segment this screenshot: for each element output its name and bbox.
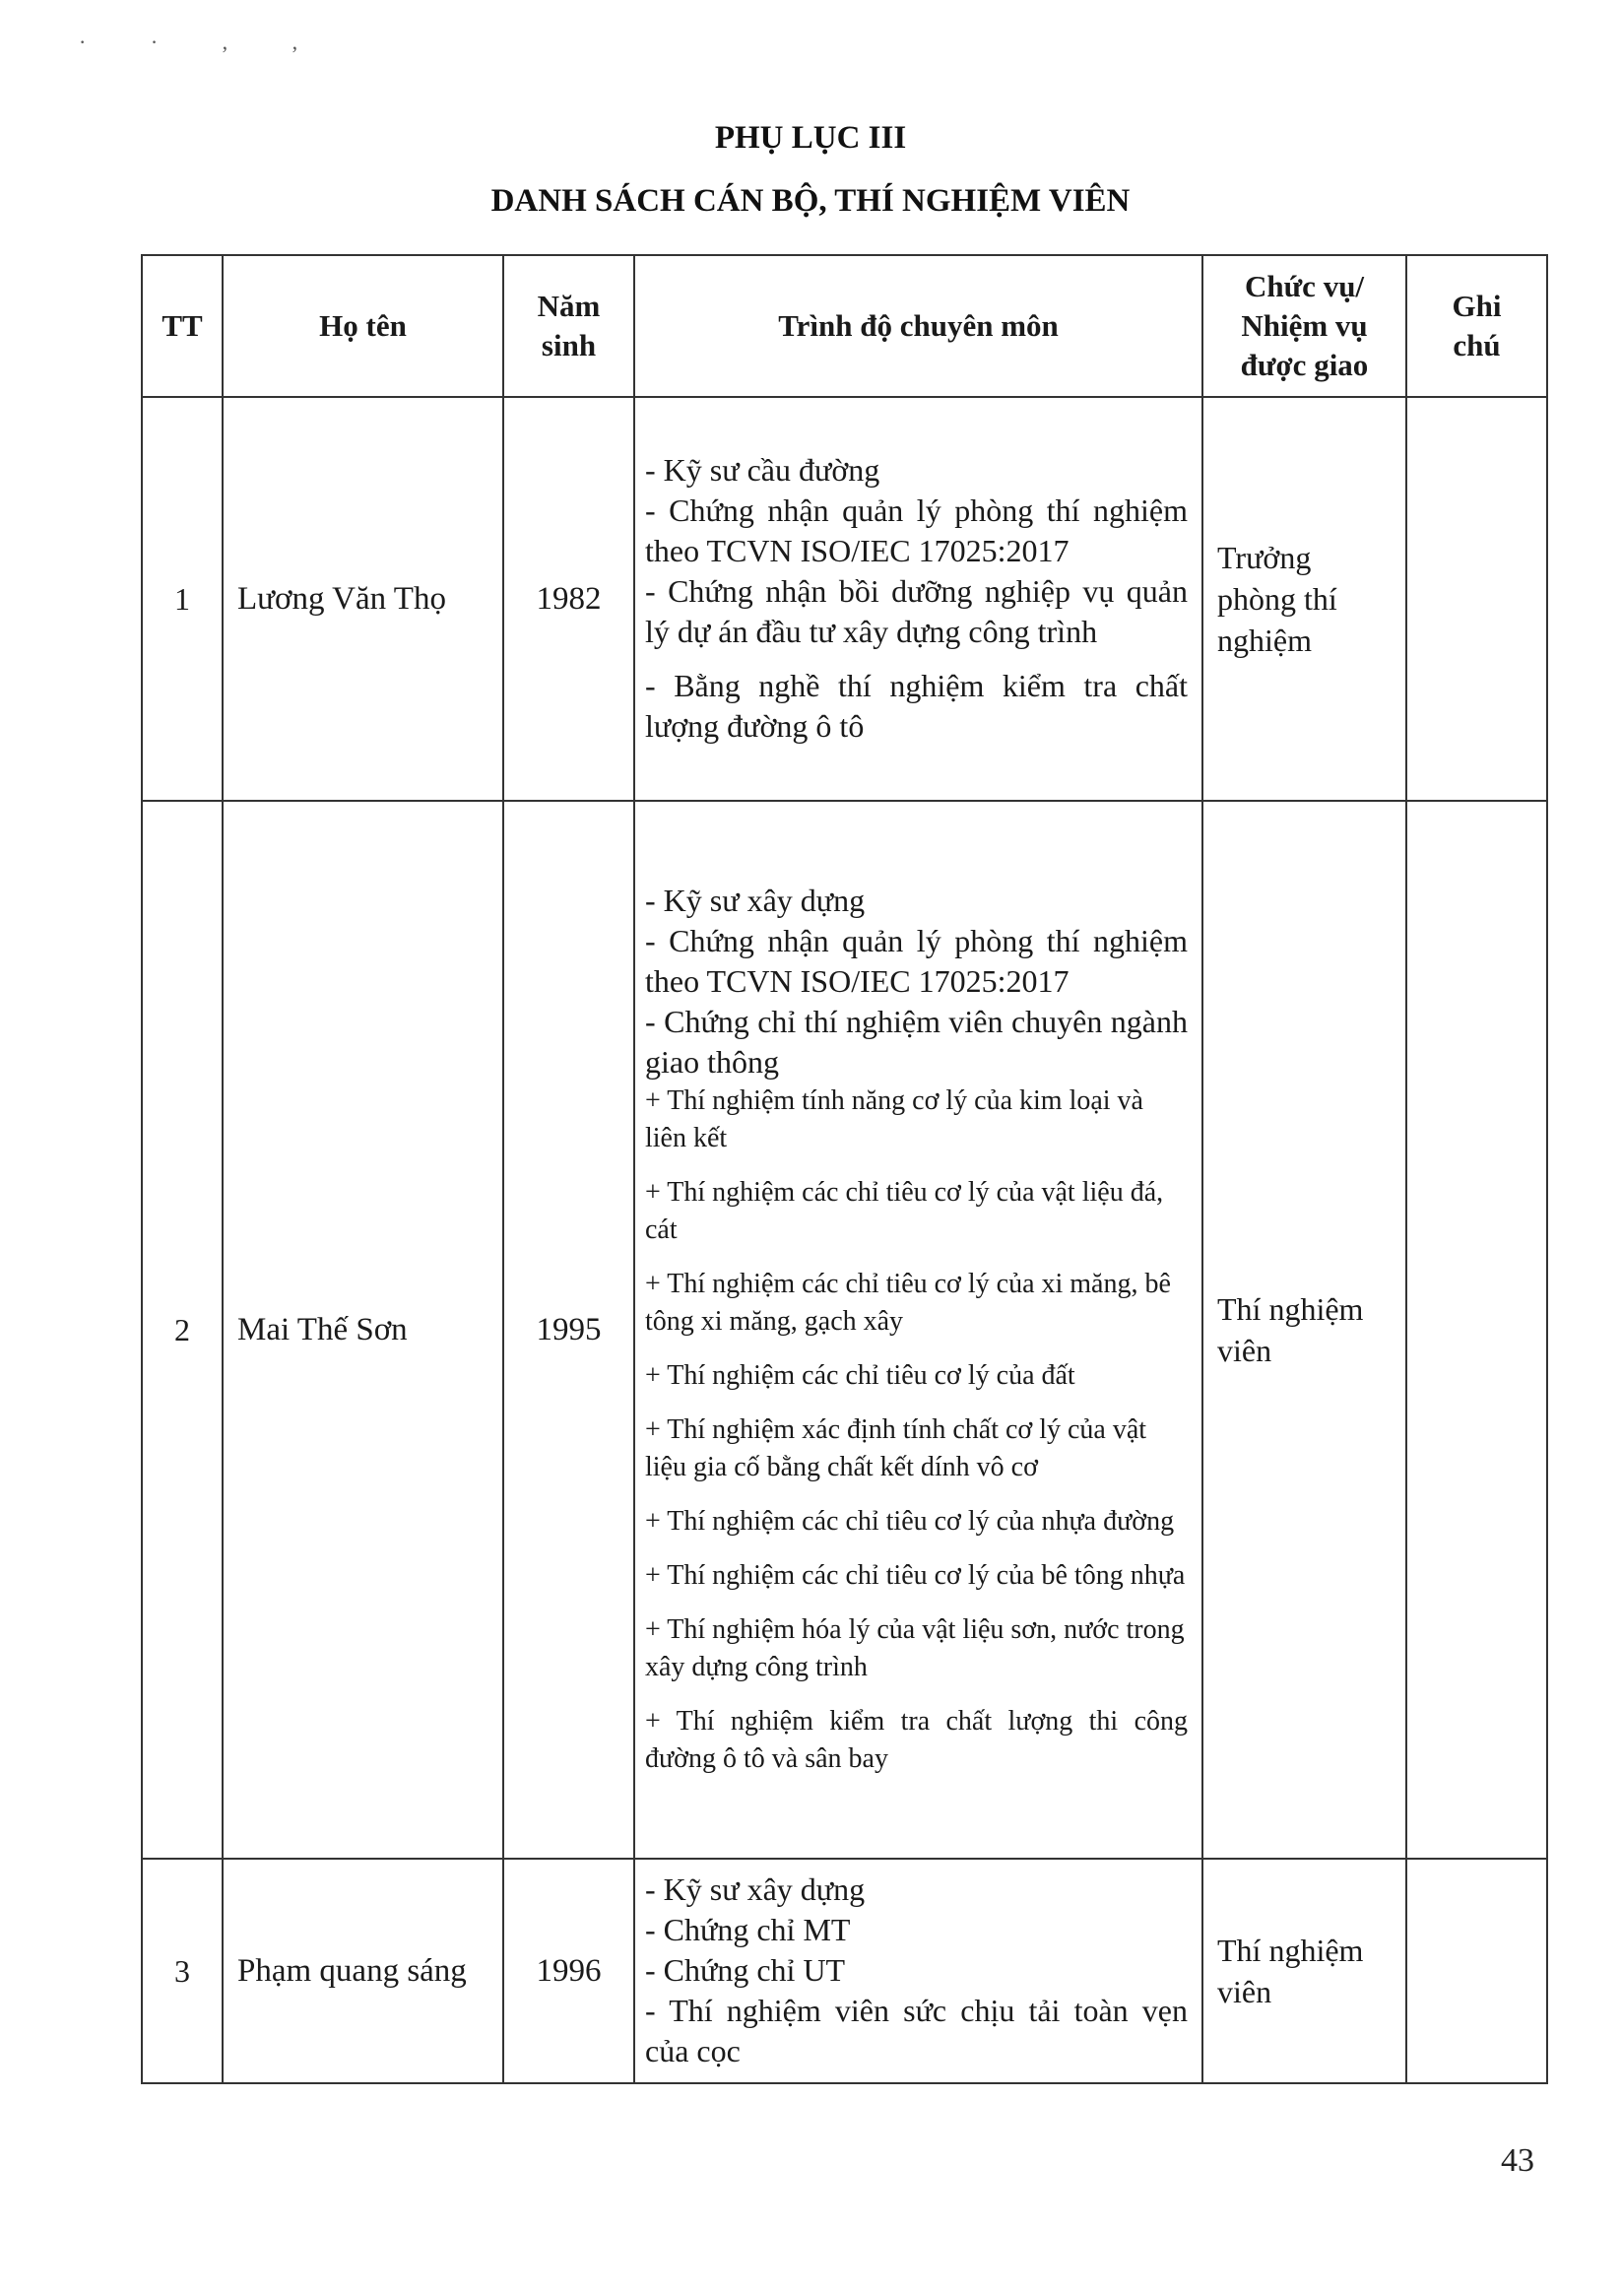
row-qualification [634, 801, 1202, 1859]
sub-qualification-line: + Thí nghiệm các chỉ tiêu cơ lý của đất [645, 1359, 1075, 1391]
header-name: Họ tên [223, 255, 503, 397]
qualification-line: - Chứng nhận quản lý phòng thí nghiệm theo TCVN ISO/IEC 17025:2017 [645, 492, 1188, 568]
header-tt: TT [142, 255, 223, 397]
table-row [142, 397, 1547, 801]
row-role-line: phòng thí [1217, 581, 1337, 617]
row-year: 1982 [503, 397, 634, 801]
sub-qualification-line: + Thí nghiệm các chỉ tiêu cơ lý của bê tông nhựa [645, 1559, 1186, 1591]
page-number: 43 [1501, 2142, 1534, 2179]
staff-table [141, 254, 1548, 2084]
row-note [1406, 397, 1547, 801]
qualification-line: - Chứng nhận quản lý phòng thí nghiệm theo TCVN ISO/IEC 17025:2017 [645, 922, 1188, 999]
row-role-line: nghiệm [1217, 623, 1312, 658]
list-title: DANH SÁCH CÁN BỘ, THÍ NGHIỆM VIÊN [490, 183, 1131, 219]
row-role [1202, 397, 1406, 801]
qualification-line: - Thí nghiệm viên sức chịu tải toàn vẹn của cọc [645, 1992, 1188, 2068]
header-year-line1: Năm [537, 289, 601, 323]
sub-qualification-line: + Thí nghiệm các chỉ tiêu cơ lý của vật liệu đá, cát [645, 1176, 1164, 1245]
row-name: Lương Văn Thọ [223, 397, 503, 801]
row-role-line: Thí nghiệm [1217, 1291, 1364, 1327]
header-note-line2: chú [1453, 328, 1501, 362]
header-role-line1: Chức vụ/ [1244, 269, 1365, 303]
header-note [1406, 255, 1547, 397]
row-role-line: Thí nghiệm [1217, 1933, 1364, 1968]
row-tt: 3 [142, 1859, 223, 2083]
sub-qualification-line: + Thí nghiệm các chỉ tiêu cơ lý của xi măng, bê tông xi măng, gạch xây [645, 1268, 1171, 1337]
scan-specks: · · , , [79, 30, 328, 54]
row-role-line: Trưởng [1217, 540, 1312, 575]
sub-qualification-line: + Thí nghiệm tính năng cơ lý của kim loại và liên kết [645, 1084, 1143, 1153]
qualification-line: - Kỹ sư cầu đường [645, 451, 880, 488]
row-qualification [634, 397, 1202, 801]
row-role-line: viên [1217, 1974, 1272, 2009]
table-header-row [142, 255, 1547, 397]
qualification-line: - Chứng chỉ thí nghiệm viên chuyên ngành giao thông [645, 1003, 1188, 1080]
row-tt: 1 [142, 397, 223, 801]
sub-qualification-line: + Thí nghiệm xác định tính chất cơ lý của vật liệu gia cố bằng chất kết dính vô cơ [645, 1413, 1147, 1482]
header-role [1202, 255, 1406, 397]
table-row [142, 801, 1547, 1859]
sub-qualification-line: + Thí nghiệm hóa lý của vật liệu sơn, nước trong xây dựng công trình [645, 1613, 1185, 1682]
qualification-line: - Chứng nhận bồi dưỡng nghiệp vụ quản lý dự án đầu tư xây dựng công trình [645, 572, 1188, 649]
sub-qualification-line: + Thí nghiệm các chỉ tiêu cơ lý của nhựa đường [645, 1505, 1175, 1537]
row-name: Mai Thế Sơn [223, 801, 503, 1859]
row-year: 1995 [503, 801, 634, 1859]
row-tt: 2 [142, 801, 223, 1859]
row-name: Phạm quang sáng [223, 1859, 503, 2083]
row-role-line: viên [1217, 1333, 1272, 1368]
row-note [1406, 1859, 1547, 2083]
header-role-line2: Nhiệm vụ [1241, 308, 1368, 343]
sub-qualification-line: + Thí nghiệm kiểm tra chất lượng thi công đường ô tô và sân bay [645, 1705, 1188, 1774]
header-role-line3: được giao [1240, 348, 1369, 382]
row-role [1202, 1859, 1406, 2083]
header-qualification: Trình độ chuyên môn [634, 255, 1202, 397]
header-note-line1: Ghi [1452, 289, 1502, 323]
table-row [142, 1859, 1547, 2083]
header-year-line2: sinh [541, 328, 597, 362]
row-note [1406, 801, 1547, 1859]
header-year [503, 255, 634, 397]
qualification-line: - Chứng chỉ UT [645, 1951, 846, 1988]
row-year: 1996 [503, 1859, 634, 2083]
qualification-line: - Bằng nghề thí nghiệm kiểm tra chất lượng đường ô tô [645, 667, 1188, 744]
appendix-title: PHỤ LỤC III [714, 120, 907, 156]
row-qualification [634, 1859, 1202, 2083]
qualification-line: - Kỹ sư xây dựng [645, 882, 866, 918]
qualification-line: - Kỹ sư xây dựng [645, 1870, 866, 1907]
row-role [1202, 801, 1406, 1859]
qualification-line: - Chứng chỉ MT [645, 1911, 851, 1947]
